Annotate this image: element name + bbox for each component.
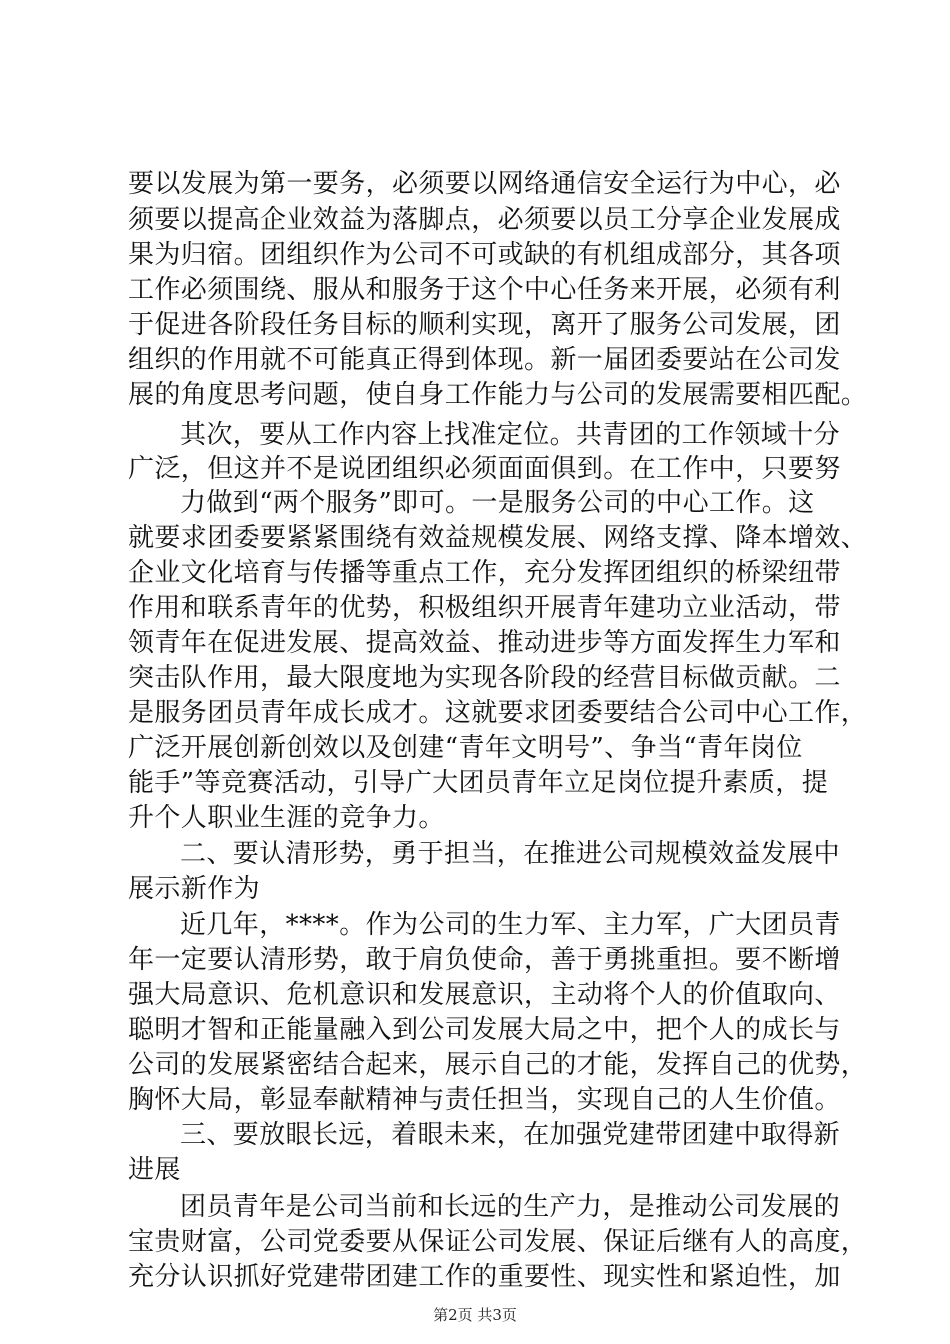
text-line: 须要以提高企业效益为落脚点，必须要以员工分享企业发展成	[128, 205, 841, 235]
text-line: 组织的作用就不可能真正得到体现。新一届团委要站在公司发	[128, 345, 841, 375]
text-line: 工作必须围绕、服从和服务于这个中心任务来开展，必须有利	[128, 275, 841, 305]
section-heading: 进展	[128, 1155, 181, 1185]
text-line: 其次，要从工作内容上找准定位。共青团的工作领域十分	[180, 420, 841, 450]
text-line: 突击队作用，最大限度地为实现各阶段的经营目标做贡献。二	[128, 663, 841, 693]
text-line: 于促进各阶段任务目标的顺利实现，离开了服务公司发展，团	[128, 310, 841, 340]
text-line: 胸怀大局，彰显奉献精神与责任担当，实现自己的人生价值。	[128, 1085, 841, 1115]
text-line: 要以发展为第一要务，必须要以网络通信安全运行为中心，必	[128, 169, 841, 199]
text-line: 企业文化培育与传播等重点工作，充分发挥团组织的桥梁纽带	[128, 558, 841, 588]
text-line: 作用和联系青年的优势，积极组织开展青年建功立业活动，带	[128, 593, 841, 623]
text-line: 展的角度思考问题，使自身工作能力与公司的发展需要相匹配。	[128, 380, 868, 410]
page-footer	[0, 1305, 950, 1325]
text-line: 果为归宿。团组织作为公司不可或缺的有机组成部分，其各项	[128, 240, 841, 270]
text-line: 聪明才智和正能量融入到公司发展大局之中，把个人的成长与	[128, 1015, 841, 1045]
text-line: 公司的发展紧密结合起来，展示自己的才能，发挥自己的优势，	[128, 1050, 868, 1080]
text-line: 就要求团委要紧紧围绕有效益规模发展、网络支撑、降本增效、	[128, 523, 868, 553]
text-line: 能手”等竞赛活动，引导广大团员青年立足岗位提升素质，提	[128, 768, 829, 798]
section-heading: 三、要放眼长远，着眼未来，在加强党建带团建中取得新	[180, 1120, 841, 1150]
text-line: 充分认识抓好党建带团建工作的重要性、现实性和紧迫性，加	[128, 1262, 841, 1292]
section-heading: 二、要认清形势，勇于担当，在推进公司规模效益发展中	[180, 839, 841, 869]
text-line: 领青年在促进发展、提高效益、推动进步等方面发挥生力军和	[128, 628, 841, 658]
text-line: 力做到“两个服务”即可。一是服务公司的中心工作。这	[180, 488, 815, 518]
text-line: 团员青年是公司当前和长远的生产力，是推动公司发展的	[180, 1192, 841, 1222]
text-line: 是服务团员青年成长成才。这就要求团委要结合公司中心工作，	[128, 698, 868, 728]
section-heading: 展示新作为	[128, 874, 261, 904]
page-number-label: 第2页 共3页	[433, 1306, 517, 1324]
text-line: 广泛，但这并不是说团组织必须面面俱到。在工作中，只要努	[128, 454, 841, 484]
text-line: 近几年，****。作为公司的生力军、主力军，广大团员青	[180, 910, 841, 940]
text-line: 年一定要认清形势，敢于肩负使命，善于勇挑重担。要不断增	[128, 945, 841, 975]
text-line: 强大局意识、危机意识和发展意识，主动将个人的价值取向、	[128, 980, 841, 1010]
text-line: 广泛开展创新创效以及创建“青年文明号”、争当“青年岗位	[128, 733, 803, 763]
text-line: 宝贵财富，公司党委要从保证公司发展、保证后继有人的高度，	[128, 1227, 868, 1257]
text-line: 升个人职业生涯的竞争力。	[128, 803, 445, 833]
